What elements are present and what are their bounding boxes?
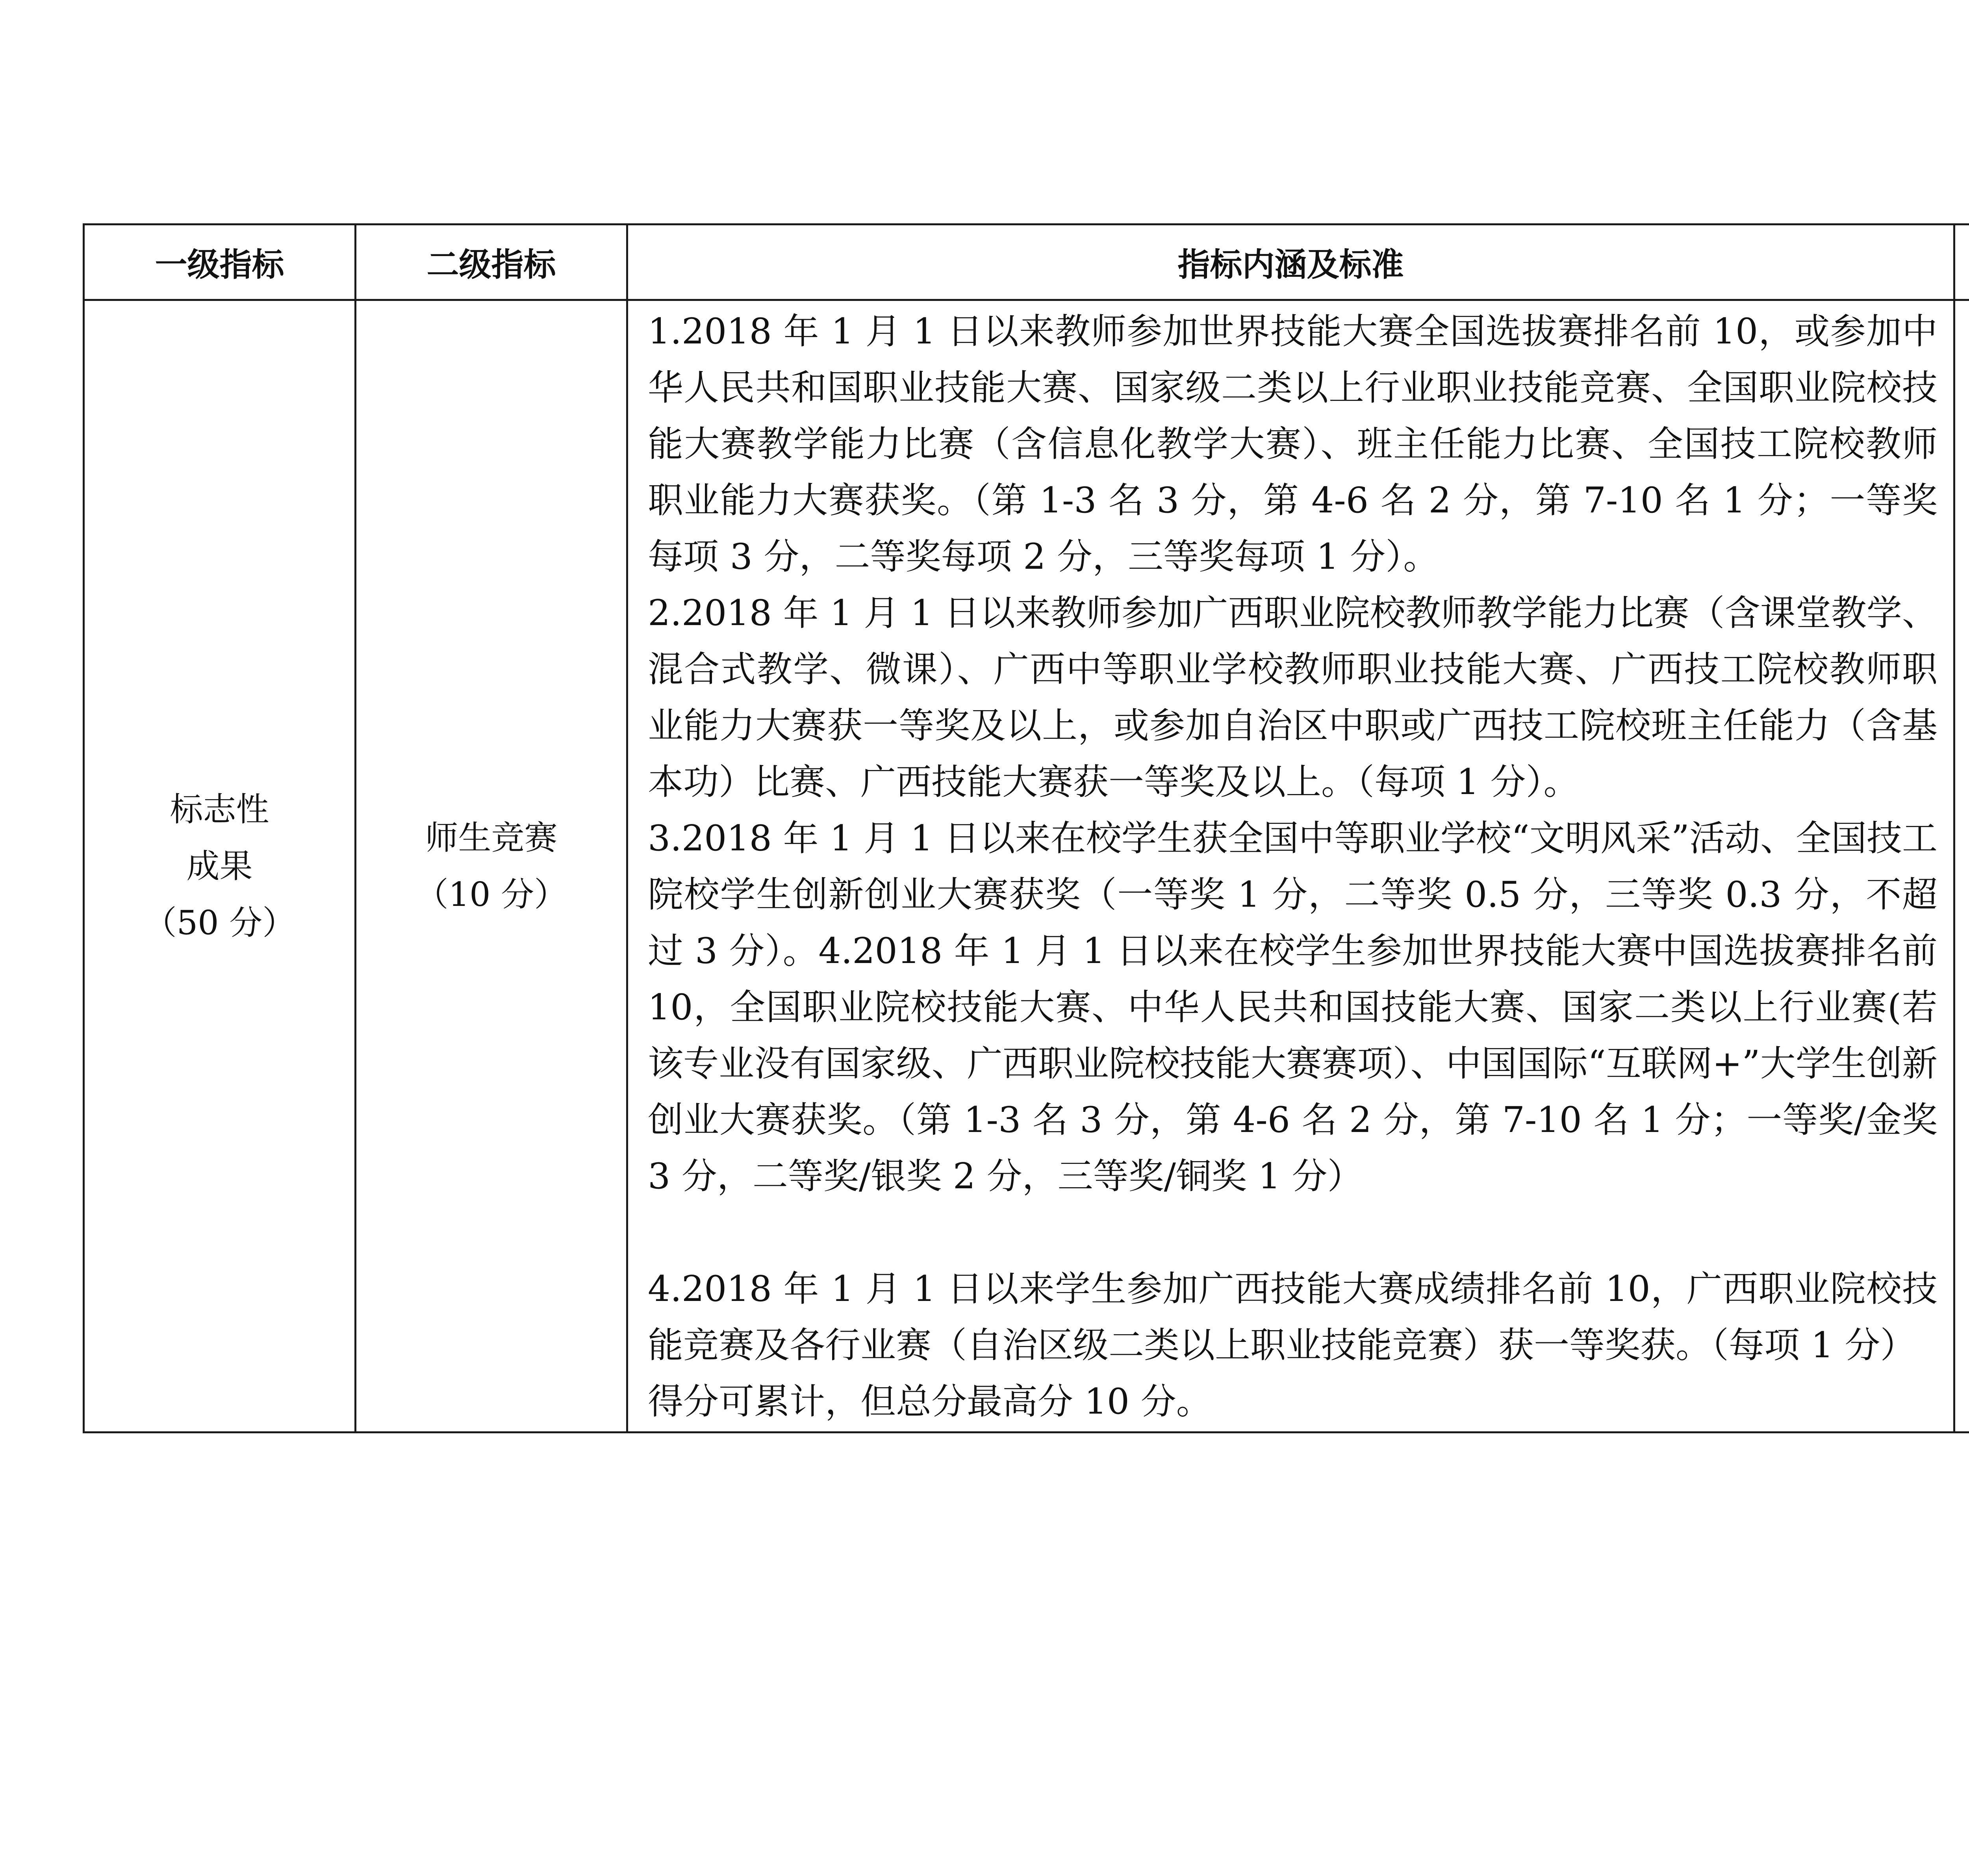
level2-line: 师生竞赛 <box>425 818 558 857</box>
content-paragraph: 4.2018 年 1 月 1 日以来学生参加广西技能大赛成绩排名前 10，广西职业院校技能竞赛及各行业赛（自治区级二类以上职业技能竞赛）获一等奖获。（每项 1 分） <box>648 1268 1937 1366</box>
content-paragraph: 1.2018 年 1 月 1 日以来教师参加世界技能大赛全国选拔赛排名前 10，或参加中华人民共和国职业技能大赛、国家级二类以上行业职业技能竞赛、全国职业院校技能大赛教学能力比赛（含信息化教学大赛）、班主任能力比赛、全国技工院校教师职业能力大赛获奖。（第 1-3 名 3 分，第 4-6 名 2 分，第 7-10 名 1 分；一等奖每项 3 分，二等奖每项 2 分，三等奖每项 1 分）。 <box>648 311 1937 577</box>
header-level1: 一级指标 <box>84 225 356 300</box>
support-cell <box>1954 300 1969 1433</box>
content-paragraph: 2.2018 年 1 月 1 日以来教师参加广西职业院校教师教学能力比赛（含课堂教学、混合式教学、微课）、广西中等职业学校教师职业技能大赛、广西技工院校教师职业能力大赛获一等奖及以上，或参加自治区中职或广西技工院校班主任能力（含基本功）比赛、广西技能大赛获一等奖及以上。（每项 1 分）。 <box>648 592 1937 803</box>
header-content: 指标内涵及标准 <box>627 225 1954 300</box>
header-support <box>1954 225 1969 300</box>
level1-line: 成果 <box>186 847 253 885</box>
header-level2: 二级指标 <box>356 225 627 300</box>
content-paragraph: 得分可累计，但总分最高分 10 分。 <box>648 1381 1212 1422</box>
level2-line: （10 分） <box>415 875 567 914</box>
content-cell <box>627 300 1954 1433</box>
paragraph-spacer <box>648 1204 1937 1261</box>
content-paragraph: 3.2018 年 1 月 1 日以来在校学生获全国中等职业学校“文明风采”活动、全国技工院校学生创新创业大赛获奖（一等奖 1 分，二等奖 0.5 分，三等奖 0.3 分，不超过 3 分）。4.2018 年 1 月 1 日以来在校学生参加世界技能大赛中国选拔赛排名前 10，全国职业院校技能大赛、中华人民共和国技能大赛、国家二类以上行业赛(若该专业没有国家级、广西职业院校技能大赛赛项）、中国国际“互联网+”大学生创新创业大赛获奖。（第 1-3 名 3 分，第 4-6 名 2 分，第 7-10 名 1 分；一等奖/金奖 3 分，二等奖/银奖 2 分，三等奖/铜奖 1 分） <box>648 818 1937 1197</box>
level2-cell <box>356 300 627 1433</box>
table-row <box>84 300 1969 1433</box>
level1-cell <box>84 300 356 1433</box>
header-row <box>84 225 1969 300</box>
indicator-table <box>83 223 1969 1433</box>
level1-line: 标志性 <box>170 790 269 829</box>
level1-line: （50 分） <box>143 904 296 942</box>
